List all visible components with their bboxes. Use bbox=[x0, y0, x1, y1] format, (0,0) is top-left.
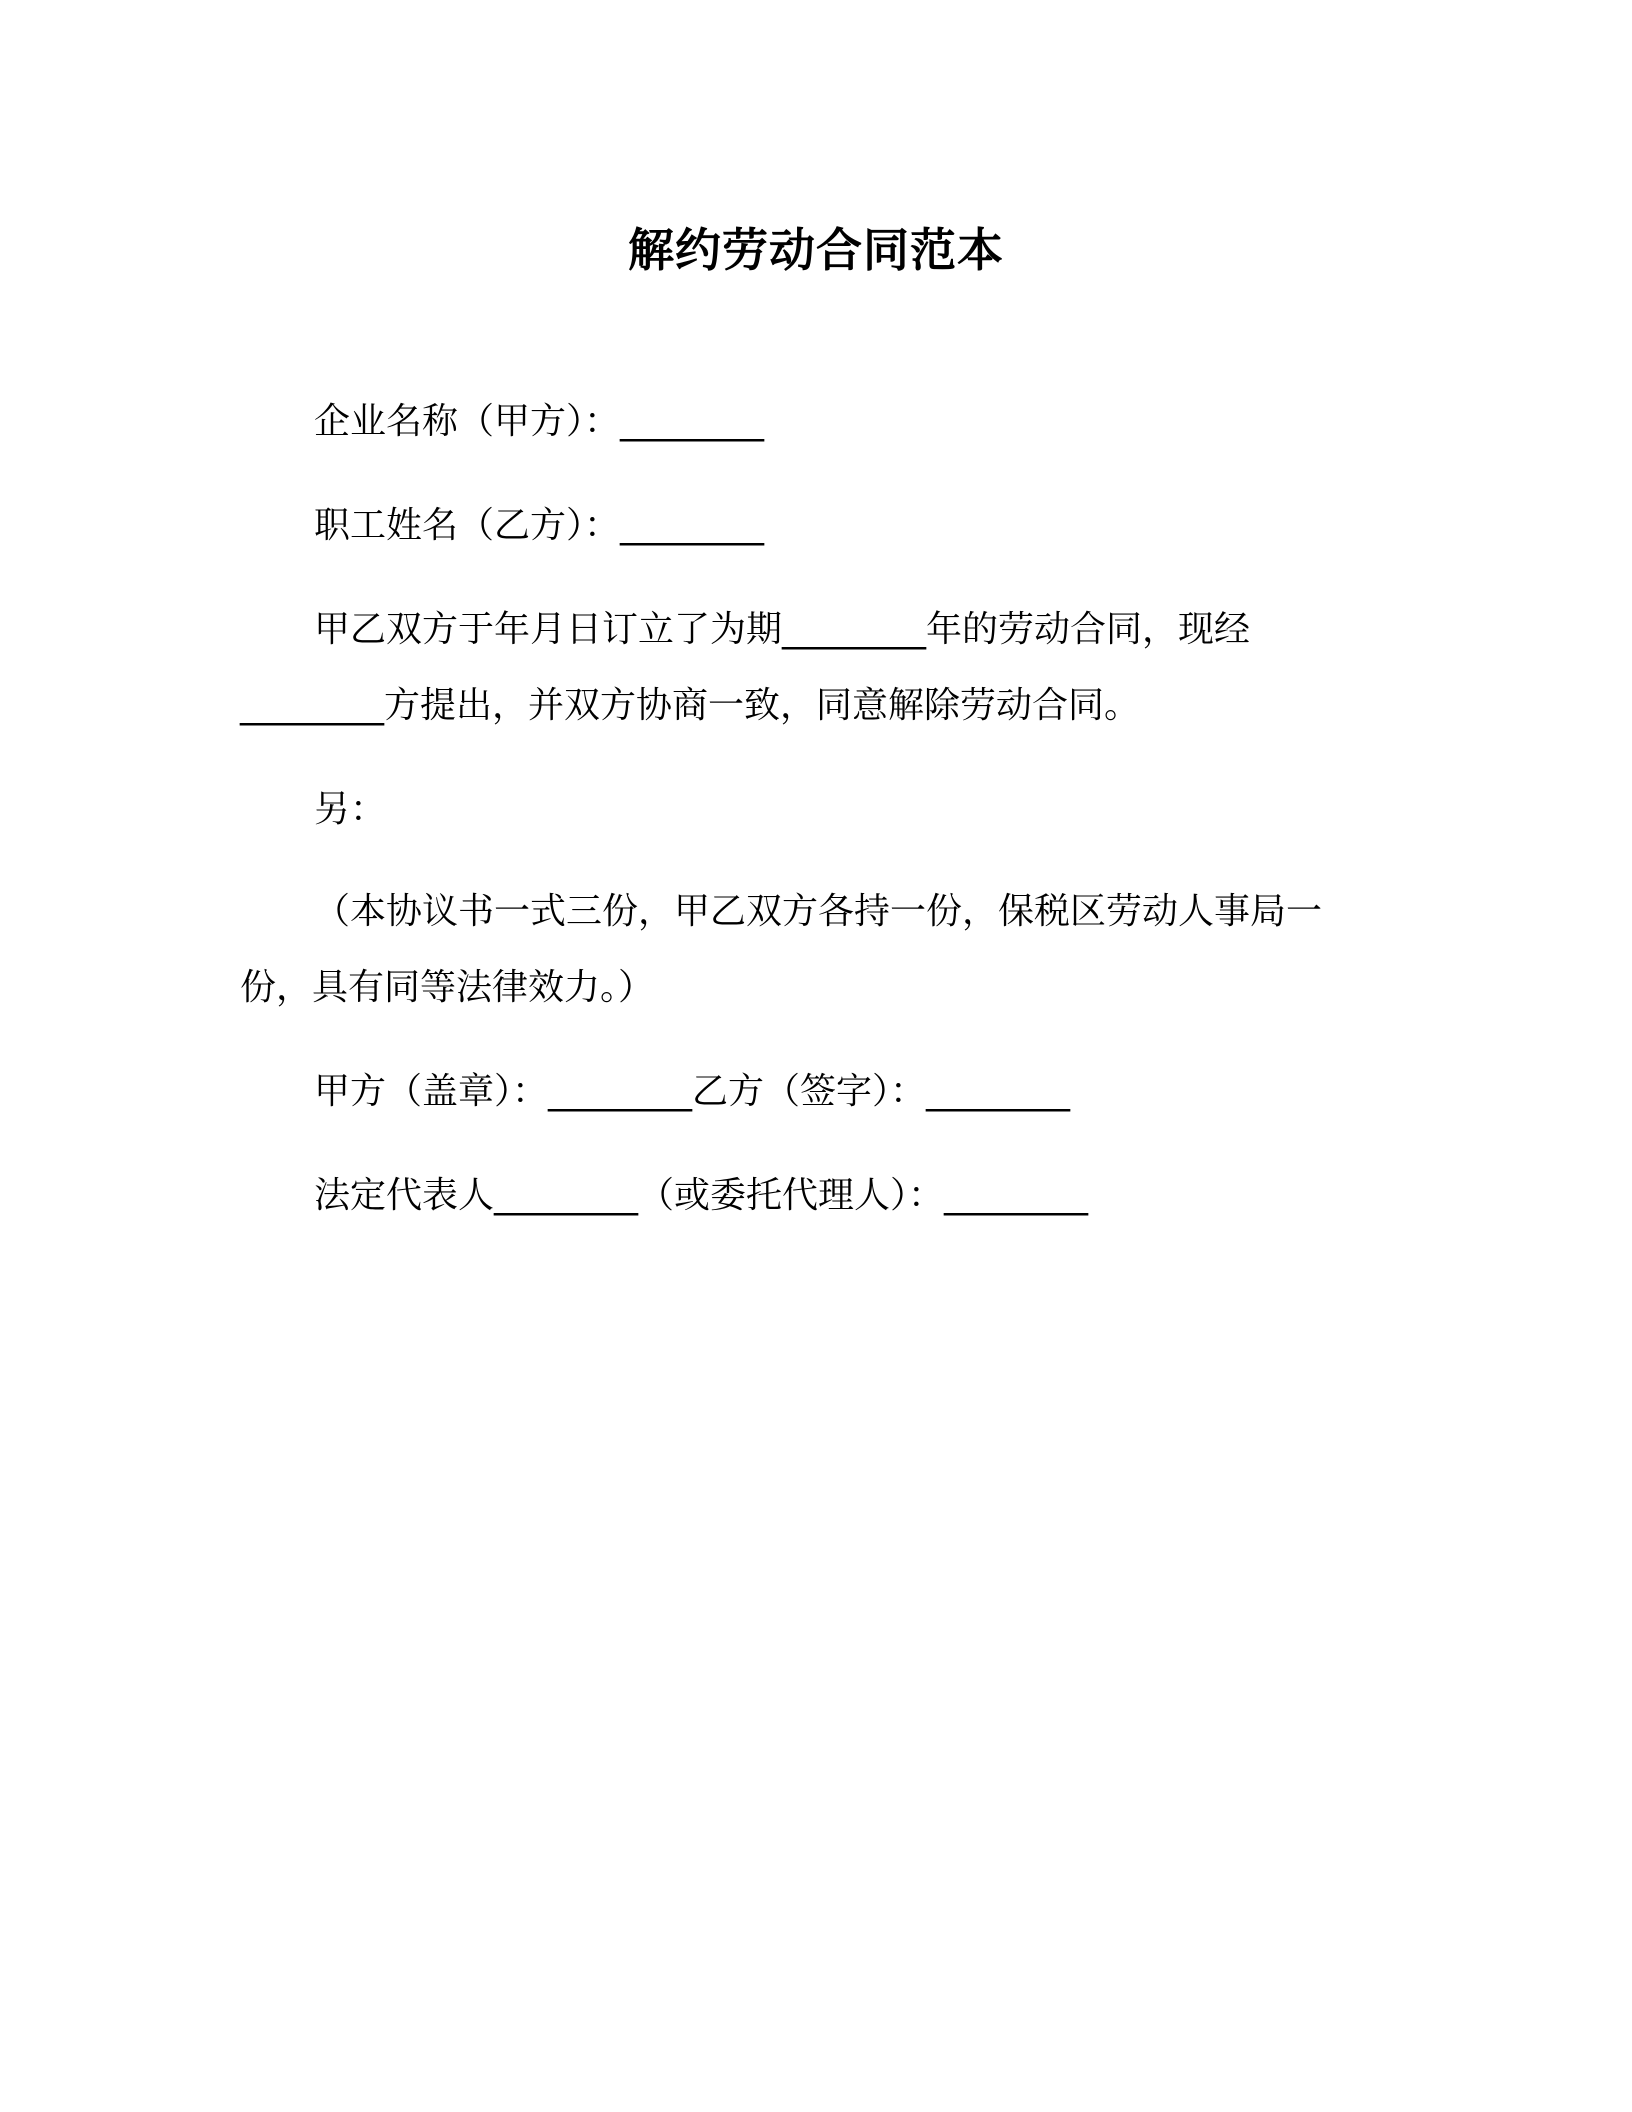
company-name-label: 企业名称（甲方）： bbox=[314, 401, 621, 442]
contract-term-blank: ________ bbox=[782, 609, 927, 650]
employee-name-line bbox=[314, 500, 1464, 552]
employee-name-label: 职工姓名（乙方）： bbox=[314, 505, 621, 546]
company-name-line bbox=[314, 396, 1464, 448]
party-b-label: 乙方（签字）： bbox=[692, 1071, 927, 1112]
note-line-2 bbox=[240, 962, 1390, 1014]
party-b-blank: ________ bbox=[926, 1071, 1071, 1112]
legal-rep-label: 法定代表人 bbox=[314, 1175, 495, 1216]
contract-paragraph-line-2 bbox=[240, 680, 1390, 732]
document-title: 解约劳动合同范本 bbox=[628, 223, 1004, 277]
company-name-blank: ________ bbox=[620, 401, 765, 442]
employee-name-blank: ________ bbox=[620, 505, 765, 546]
another-label: 另： bbox=[314, 789, 387, 830]
note-text-1: （本协议书一式三份，甲乙双方各持一份，保税区劳动人事局一 bbox=[314, 891, 1323, 932]
proposer-blank: ________ bbox=[240, 685, 384, 726]
note-text-2: 份，具有同等法律效力。） bbox=[240, 967, 655, 1008]
signature-line-1 bbox=[314, 1066, 1464, 1118]
party-a-label: 甲方（盖章）： bbox=[314, 1071, 549, 1112]
agent-blank: ________ bbox=[944, 1175, 1089, 1216]
party-a-blank: ________ bbox=[548, 1071, 693, 1112]
contract-text-2: 年的劳动合同，现经 bbox=[926, 609, 1251, 650]
note-line-1 bbox=[314, 886, 1464, 938]
contract-paragraph-line-1 bbox=[314, 604, 1464, 656]
legal-rep-blank: ________ bbox=[494, 1175, 639, 1216]
another-line bbox=[314, 784, 1464, 836]
signature-line-2 bbox=[314, 1170, 1464, 1222]
contract-text-1: 甲乙双方于年月日订立了为期 bbox=[314, 609, 783, 650]
contract-text-3: 方提出，并双方协商一致，同意解除劳动合同。 bbox=[384, 685, 1141, 726]
agent-label: （或委托代理人）： bbox=[638, 1175, 945, 1216]
